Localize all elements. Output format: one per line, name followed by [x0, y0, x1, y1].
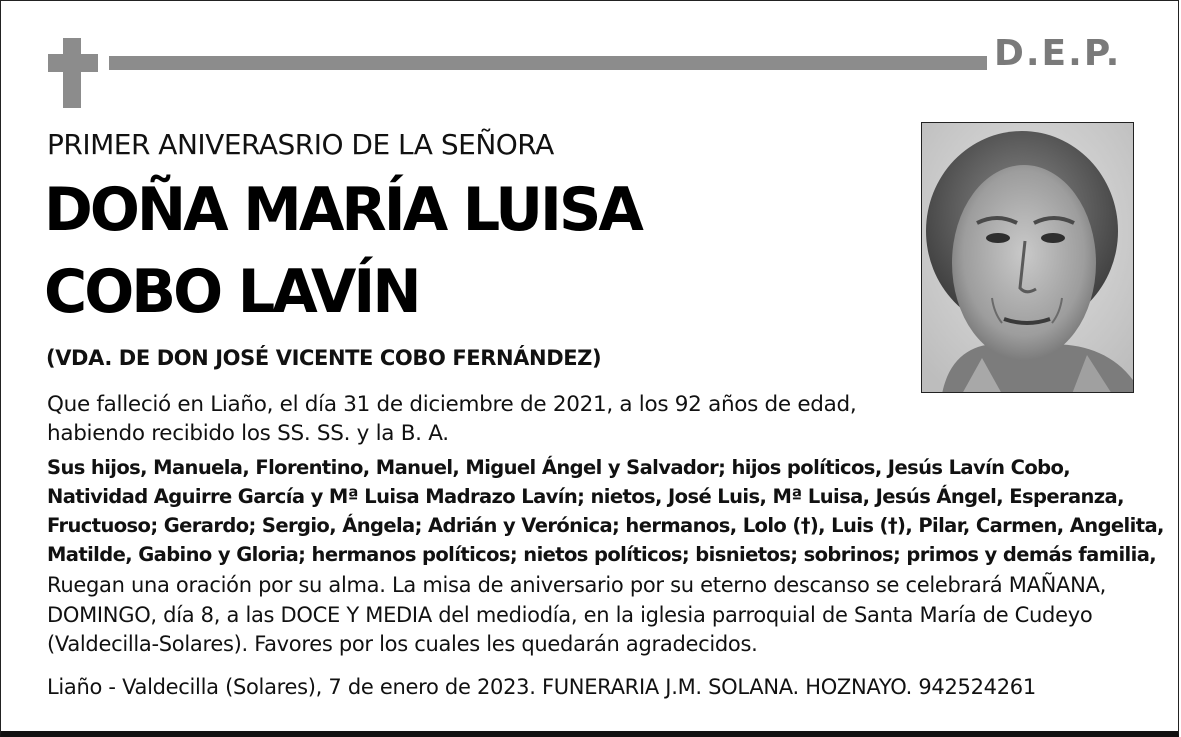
family-paragraph [47, 453, 1164, 569]
mass-line: Ruegan una oración por su alma. La misa de aniversario por su eterno descanso se celebrará MAÑANA, [47, 573, 1106, 597]
family-line: Natividad Aguirre García y Mª Luisa Madrazo Lavín; nietos, José Luis, Mª Luisa, Jesús Ángel, Esperanza, [47, 485, 1124, 508]
family-line: Matilde, Gabino y Gloria; hermanos políticos; nietos políticos; bisnietos; sobrinos; primos y demás familia, [47, 543, 1157, 566]
dep-label: D.E.P. [994, 33, 1122, 74]
mass-line: (Valdecilla-Solares). Favores por los cuales les quedarán agradecidos. [47, 632, 758, 656]
death-line: habiendo recibido los SS. SS. y la B. A. [47, 421, 449, 446]
footer-line: Liaño - Valdecilla (Solares), 7 de enero de 2023. FUNERARIA J.M. SOLANA. HOZNAYO. 942524261 [47, 675, 1036, 699]
deceased-name-line1: DOÑA MARÍA LUISA [44, 175, 641, 245]
mass-line: DOMINGO, día 8, a las DOCE Y MEDIA del mediodía, en la iglesia parroquial de Santa María de Cudeyo [47, 602, 1093, 627]
mass-paragraph [47, 571, 1147, 660]
widow-of-line: (VDA. DE DON JOSÉ VICENTE COBO FERNÁNDEZ) [46, 346, 602, 370]
death-paragraph [47, 390, 1147, 448]
family-line: Sus hijos, Manuela, Florentino, Manuel, Miguel Ángel y Salvador; hijos políticos, Jesús Lavín Cobo, [47, 456, 1071, 479]
death-line: Que falleció en Liaño, el día 31 de diciembre de 2021, a los 92 años de edad, [47, 392, 857, 417]
family-line: Fructuoso; Gerardo; Sergio, Ángela; Adrián y Verónica; hermanos, Lolo (†), Luis (†), Pilar, Carmen, Angelita, [47, 514, 1164, 537]
notice-subtitle: PRIMER ANIVERASRIO DE LA SEÑORA [47, 128, 554, 161]
portrait-photo [921, 122, 1134, 393]
portrait-illustration [922, 123, 1134, 393]
deceased-name-line2: COBO LAVÍN [44, 257, 419, 327]
header-rule [109, 56, 987, 70]
